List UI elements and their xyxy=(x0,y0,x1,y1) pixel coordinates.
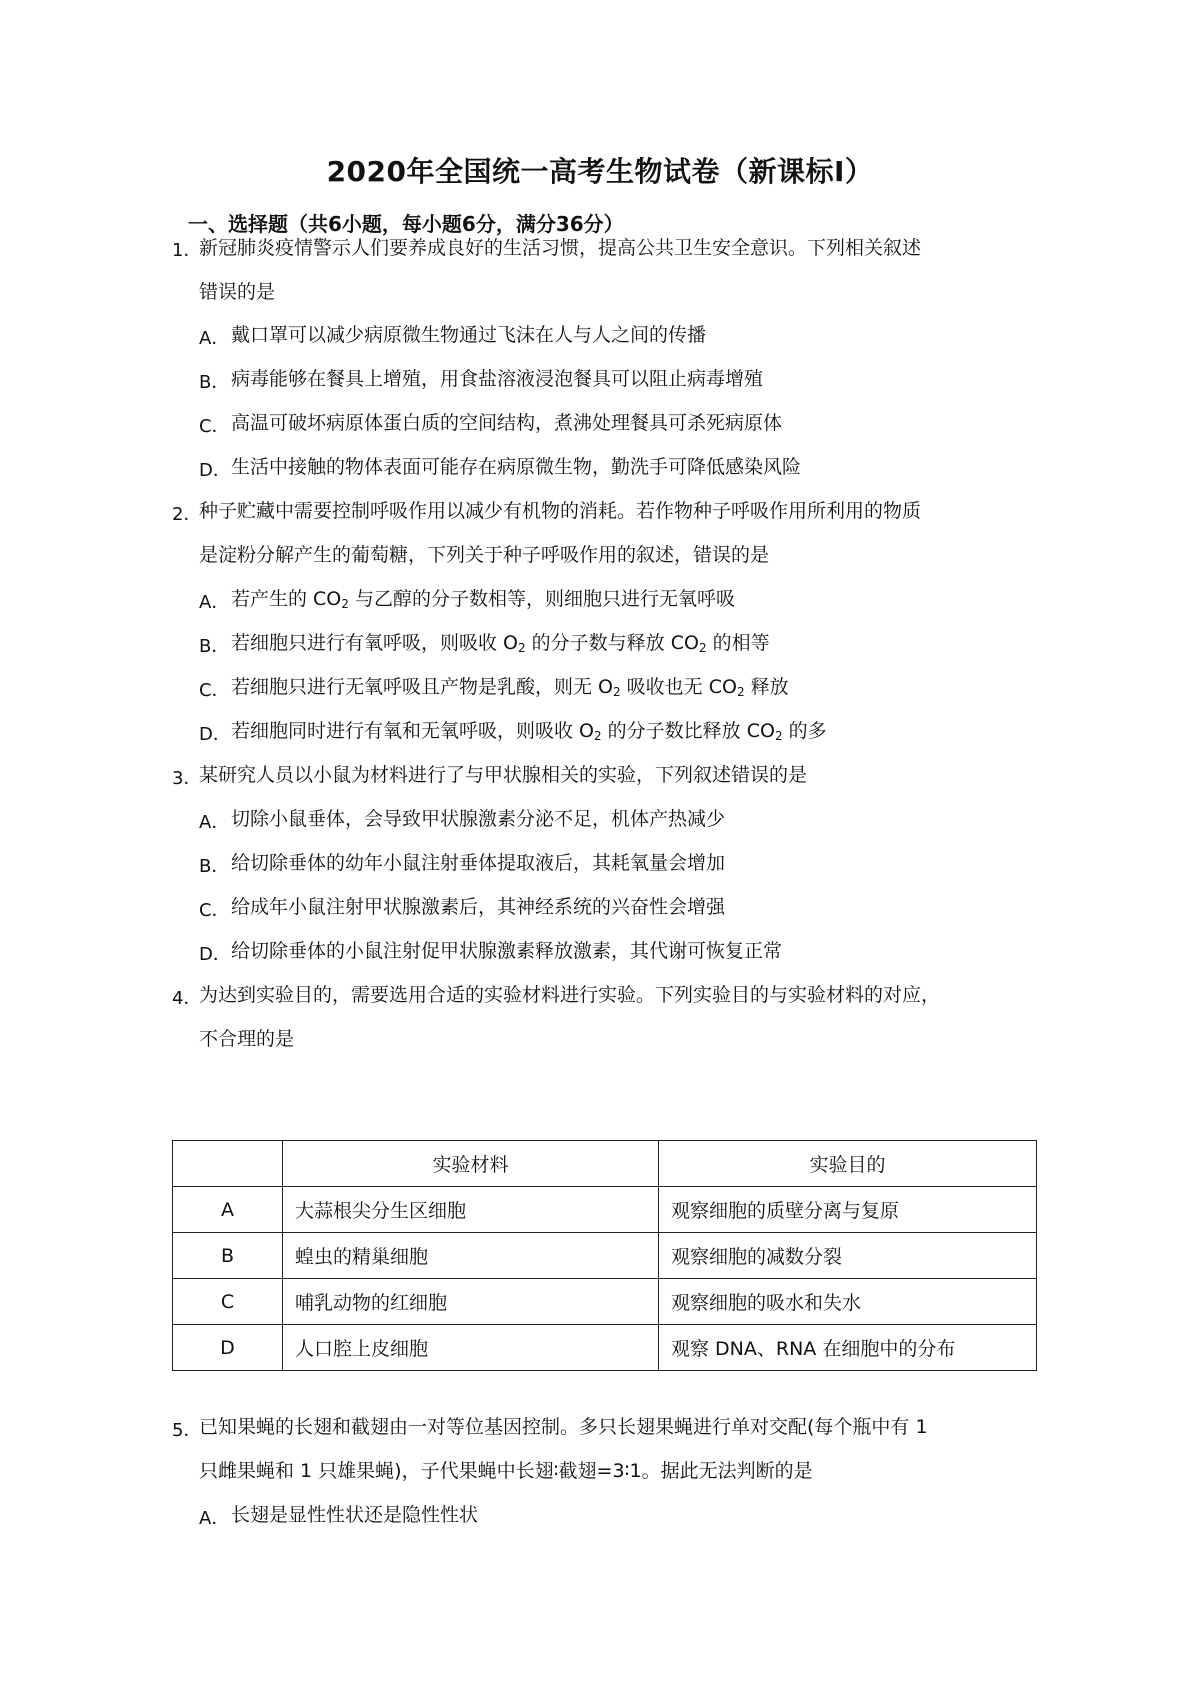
question-stem: 只雌果蝇和 1 只雄果蝇)，子代果蝇中长翅∶截翅=3∶1。据此无法判断的是 xyxy=(199,1460,813,1482)
table-cell: 大蒜根尖分生区细胞 xyxy=(283,1187,659,1233)
option-label: B． xyxy=(199,856,230,877)
option-label: A． xyxy=(199,328,230,349)
table-row xyxy=(173,1325,1037,1371)
option-label: A． xyxy=(199,592,230,613)
option-label: D． xyxy=(199,944,231,965)
option-text: 高温可破坏病原体蛋白质的空间结构，煮沸处理餐具可杀死病原体 xyxy=(231,412,783,434)
question-number: 1． xyxy=(172,240,202,261)
question-stem: 种子贮藏中需要控制呼吸作用以减少有机物的消耗。若作物种子呼吸作用所利用的物质 xyxy=(199,500,922,522)
option-label: C． xyxy=(199,416,230,437)
option-text: 病毒能够在餐具上增殖，用食盐溶液浸泡餐具可以阻止病毒增殖 xyxy=(231,368,764,390)
option-label: B． xyxy=(199,636,230,657)
option-text: 若细胞同时进行有氧和无氧呼吸，则吸收 $O_2$ 的分子数比释放 $CO_2$ 的多 xyxy=(231,720,827,743)
option-label: A． xyxy=(199,812,230,833)
question-stem: 新冠肺炎疫情警示人们要养成良好的生活习惯，提高公共卫生安全意识。下列相关叙述 xyxy=(199,237,922,259)
table-cell: 观察细胞的吸水和失水 xyxy=(659,1279,1037,1325)
option-text: 给切除垂体的幼年小鼠注射垂体提取液后，其耗氧量会增加 xyxy=(231,852,726,874)
question-stem: 已知果蝇的长翅和截翅由一对等位基因控制。多只长翅果蝇进行单对交配(每个瓶中有 1 xyxy=(199,1416,928,1438)
table-cell: 观察细胞的减数分裂 xyxy=(659,1233,1037,1279)
table-cell: 观察细胞的质壁分离与复原 xyxy=(659,1187,1037,1233)
question-stem: 为达到实验目的，需要选用合适的实验材料进行实验。下列实验目的与实验材料的对应， xyxy=(199,984,941,1006)
experiment-table xyxy=(172,1140,1037,1371)
question-stem: 不合理的是 xyxy=(199,1028,295,1050)
table-row xyxy=(173,1279,1037,1325)
table-cell: B xyxy=(173,1233,283,1279)
question-number: 4． xyxy=(172,988,202,1009)
table-header-row xyxy=(173,1141,1037,1187)
section-heading: 一、选择题（共6小题，每小题6分，满分36分） xyxy=(188,212,624,236)
option-label: A． xyxy=(199,1508,230,1529)
table-cell: A xyxy=(173,1187,283,1233)
option-label: D． xyxy=(199,724,231,745)
option-label: B． xyxy=(199,372,230,393)
option-text: 切除小鼠垂体，会导致甲状腺激素分泌不足，机体产热减少 xyxy=(231,808,726,830)
table-cell: D xyxy=(173,1325,283,1371)
option-text: 给成年小鼠注射甲状腺激素后，其神经系统的兴奋性会增强 xyxy=(231,896,726,918)
question-stem: 某研究人员以小鼠为材料进行了与甲状腺相关的实验，下列叙述错误的是 xyxy=(199,764,808,786)
option-text: 若细胞只进行有氧呼吸，则吸收 $O_2$ 的分子数与释放 $CO_2$ 的相等 xyxy=(231,632,770,655)
question-number: 3． xyxy=(172,768,202,789)
document-title: 2020年全国统一高考生物试卷（新课标Ⅰ） xyxy=(326,155,874,188)
option-text: 戴口罩可以减少病原微生物通过飞沫在人与人之间的传播 xyxy=(231,324,707,346)
option-label: C． xyxy=(199,680,230,701)
question-stem: 错误的是 xyxy=(199,281,276,303)
table-row xyxy=(173,1233,1037,1279)
option-text: 若产生的 $CO_2$ 与乙醇的分子数相等，则细胞只进行无氧呼吸 xyxy=(231,588,735,611)
table-row xyxy=(173,1187,1037,1233)
table-cell: 哺乳动物的红细胞 xyxy=(283,1279,659,1325)
table-cell: C xyxy=(173,1279,283,1325)
option-text: 长翅是显性性状还是隐性性状 xyxy=(231,1504,479,1526)
option-label: C． xyxy=(199,900,230,921)
question-number: 5． xyxy=(172,1420,202,1441)
table-header-cell: 实验目的 xyxy=(659,1141,1037,1187)
option-text: 给切除垂体的小鼠注射促甲状腺激素释放激素，其代谢可恢复正常 xyxy=(231,940,783,962)
table-header-cell xyxy=(173,1141,283,1187)
table-header-cell: 实验材料 xyxy=(283,1141,659,1187)
option-text: 生活中接触的物体表面可能存在病原微生物，勤洗手可降低感染风险 xyxy=(231,456,802,478)
table-cell: 观察 DNA、RNA 在细胞中的分布 xyxy=(659,1325,1037,1371)
option-text: 若细胞只进行无氧呼吸且产物是乳酸，则无 $O_2$ 吸收也无 $CO_2$ 释放 xyxy=(231,676,789,699)
question-stem: 是淀粉分解产生的葡萄糖，下列关于种子呼吸作用的叙述，错误的是 xyxy=(199,544,770,566)
table-cell: 人口腔上皮细胞 xyxy=(283,1325,659,1371)
table-cell: 蝗虫的精巢细胞 xyxy=(283,1233,659,1279)
option-label: D． xyxy=(199,460,231,481)
question-number: 2． xyxy=(172,504,202,525)
